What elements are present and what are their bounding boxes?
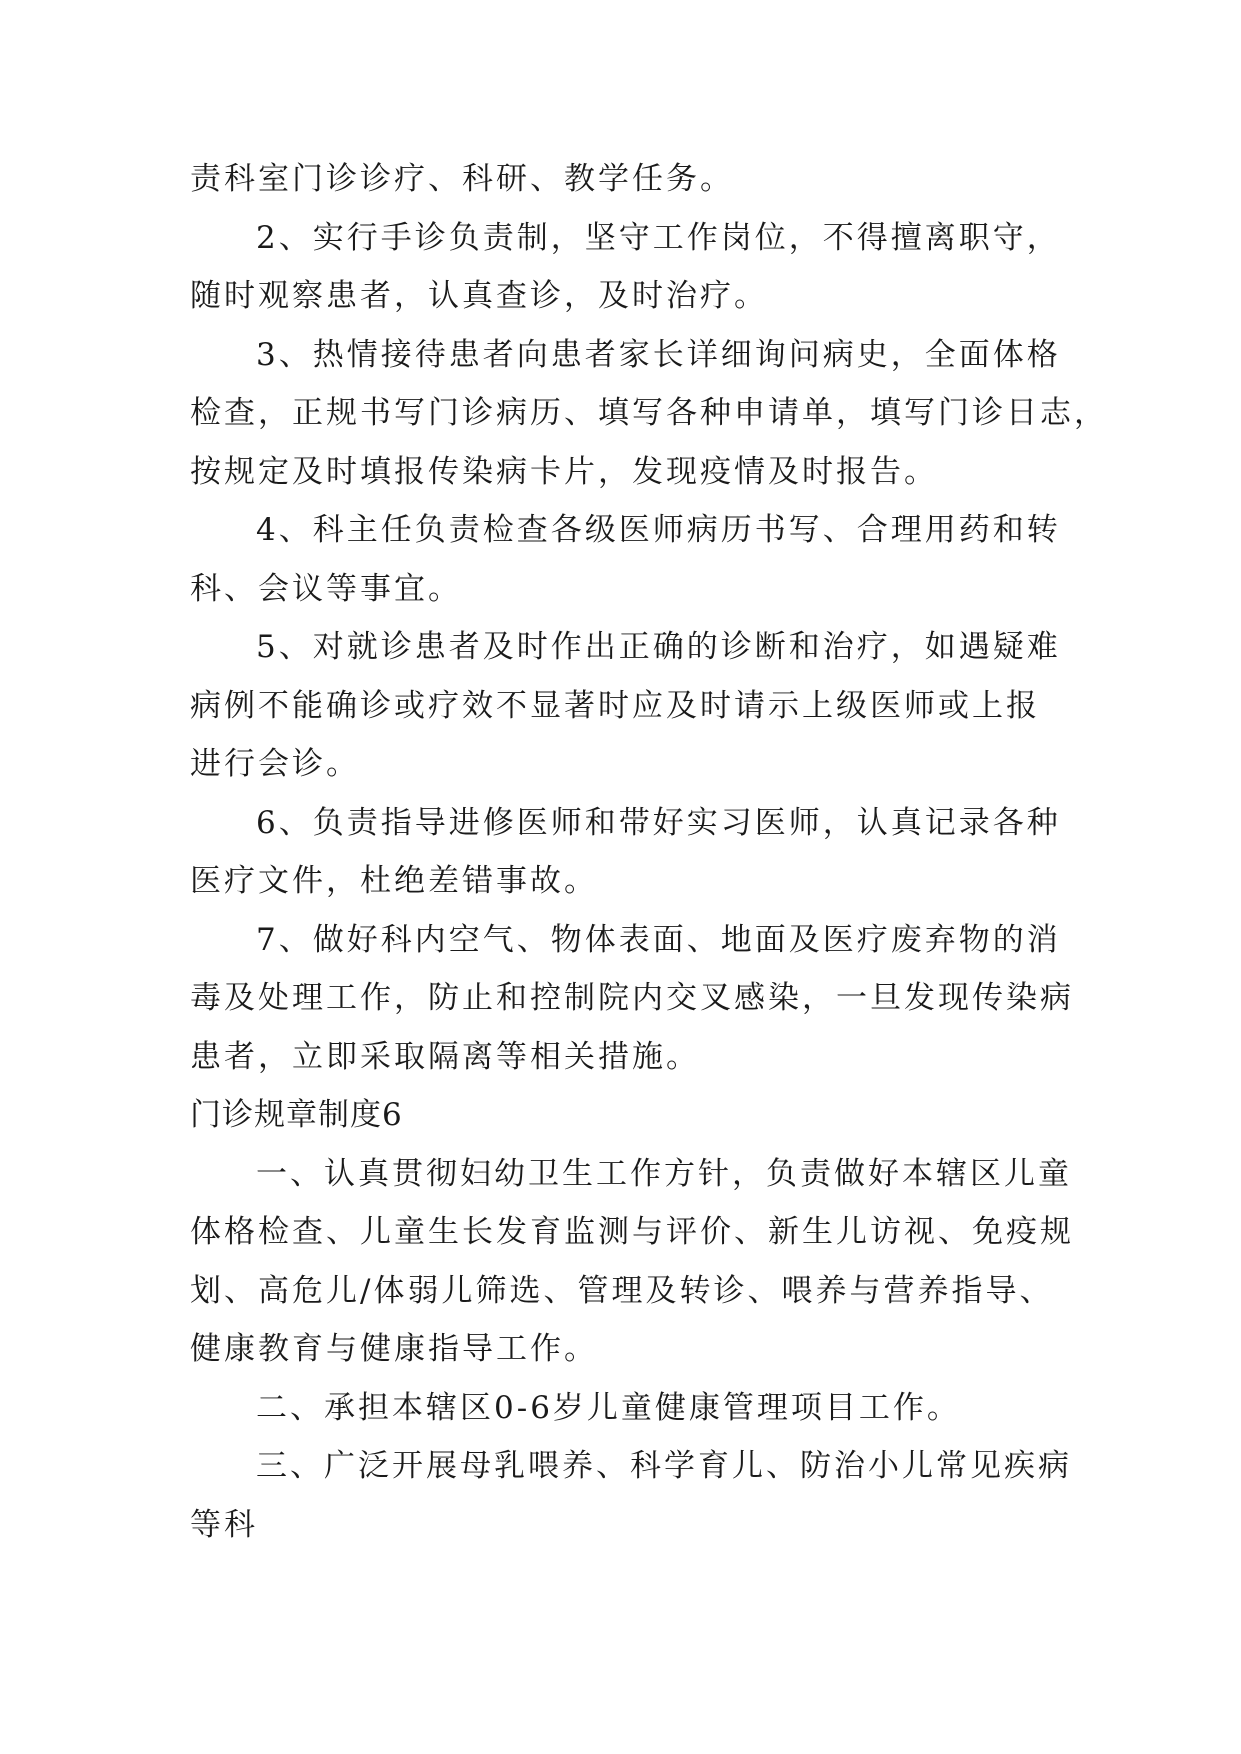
body-line: 一、认真贯彻妇幼卫生工作方针，负责做好本辖区儿童 xyxy=(256,1155,1072,1192)
body-line: 二、承担本辖区0-6岁儿童健康管理项目工作。 xyxy=(256,1389,961,1426)
body-line: 责科室门诊诊疗、科研、教学任务。 xyxy=(190,161,734,197)
body-line: 毒及处理工作，防止和控制院内交叉感染，一旦发现传染病 xyxy=(190,980,1074,1016)
body-line: 按规定及时填报传染病卡片，发现疫情及时报告。 xyxy=(190,453,938,490)
body-line: 健康教育与健康指导工作。 xyxy=(190,1331,598,1367)
body-line: 划、高危儿/体弱儿筛选、管理及转诊、喂养与营养指导、 xyxy=(190,1272,1054,1309)
body-line: 患者，立即采取隔离等相关措施。 xyxy=(190,1038,700,1075)
body-line: 体格检查、儿童生长发育监测与评价、新生儿访视、免疫规 xyxy=(190,1214,1074,1250)
body-line: 7、做好科内空气、物体表面、地面及医疗废弃物的消 xyxy=(256,921,1061,958)
body-line: 科、会议等事宜。 xyxy=(190,570,462,607)
body-line: 随时观察患者，认真查诊，及时治疗。 xyxy=(190,278,768,314)
body-line: 4、科主任负责检查各级医师病历书写、合理用药和转 xyxy=(256,512,1061,548)
section-heading: 门诊规章制度6 xyxy=(190,1097,403,1133)
body-line: 2、实行手诊负责制，坚守工作岗位，不得擅离职守， xyxy=(256,219,1061,256)
body-line: 5、对就诊患者及时作出正确的诊断和治疗，如遇疑难 xyxy=(256,629,1061,665)
body-line: 3、热情接待患者向患者家长详细询问病史，全面体格 xyxy=(256,336,1061,373)
document-body xyxy=(190,150,1108,1554)
body-line: 病例不能确诊或疗效不显著时应及时请示上级医师或上报 xyxy=(190,687,1040,724)
body-line: 检查，正规书写门诊病历、填写各种申请单，填写门诊日志， xyxy=(190,395,1108,431)
body-line: 进行会诊。 xyxy=(190,746,360,782)
body-line: 等科 xyxy=(190,1506,258,1543)
body-line: 医疗文件，杜绝差错事故。 xyxy=(190,863,598,899)
body-line: 三、广泛开展母乳喂养、科学育儿、防治小儿常见疾病 xyxy=(256,1448,1072,1484)
body-line: 6、负责指导进修医师和带好实习医师，认真记录各种 xyxy=(256,804,1061,841)
